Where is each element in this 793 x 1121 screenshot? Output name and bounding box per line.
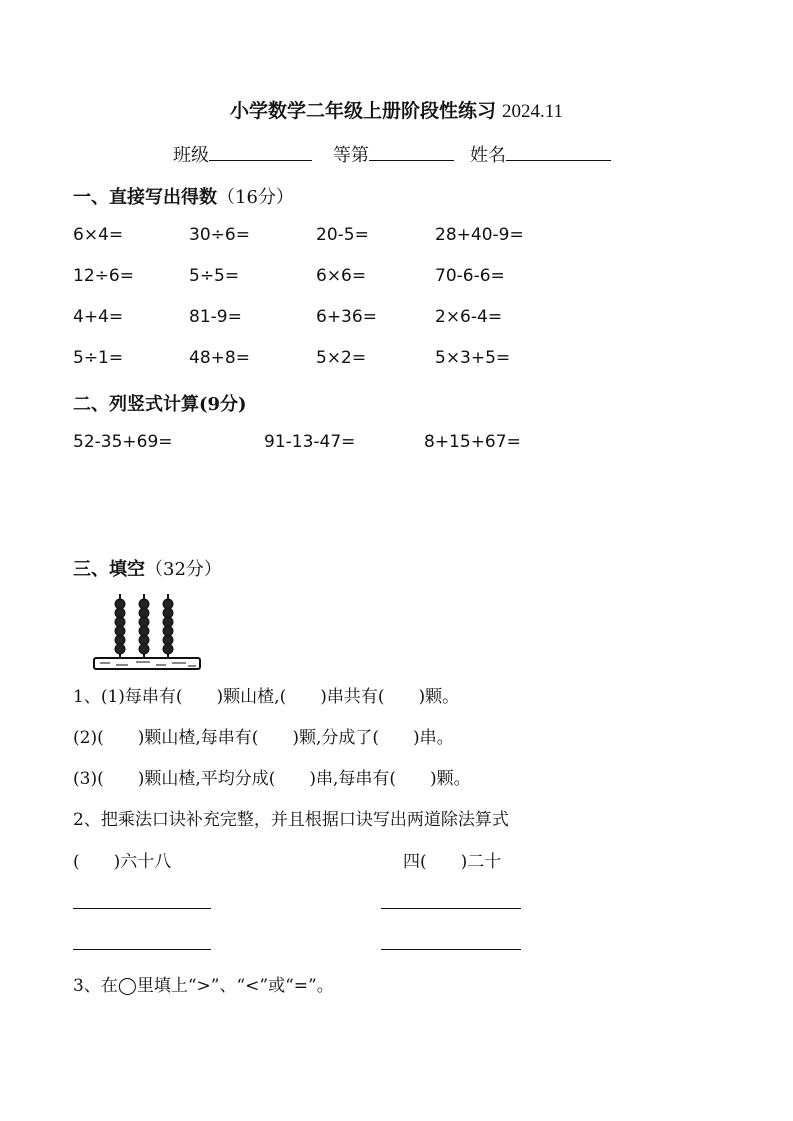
calc-item: 6+36= <box>316 307 377 327</box>
grade-label: 等第 <box>333 145 369 166</box>
calc-item: 2×6-4= <box>435 307 503 327</box>
fill-q1-part2: (2)( )颗山楂,每串有( )颗,分成了( )串。 <box>73 728 454 748</box>
hawthorn-skewers-image <box>92 592 204 672</box>
calc-item: 5×3+5= <box>435 348 511 368</box>
calc-item: 5×2= <box>316 348 367 368</box>
calc-item: 70-6-6= <box>435 266 505 286</box>
calc-item: 28+40-9= <box>435 225 524 245</box>
calc-item: 5÷1= <box>73 348 124 368</box>
calc-item: 81-9= <box>189 307 242 327</box>
answer-line[interactable] <box>381 908 521 909</box>
calc-item: 6×6= <box>316 266 367 286</box>
grade-blank[interactable] <box>369 142 454 161</box>
multiplication-rhyme-left: ( )六十八 <box>73 852 172 872</box>
fill-q1-part1: 1、(1)每串有( )颗山楂,( )串共有( )颗。 <box>73 687 460 707</box>
fill-q1-part3: (3)( )颗山楂,平均分成( )串,每串有( )颗。 <box>73 769 471 789</box>
calc-item: 5÷5= <box>189 266 240 286</box>
answer-line[interactable] <box>381 949 521 950</box>
multiplication-rhyme-right: 四( )二十 <box>403 852 502 872</box>
name-field[interactable] <box>470 141 621 167</box>
vertical-calc-item: 52-35+69= <box>73 432 173 452</box>
section1-points: （16分） <box>217 187 294 208</box>
section1-title: 一、直接写出得数 <box>73 187 217 208</box>
vertical-calc-item: 91-13-47= <box>264 432 356 452</box>
answer-line[interactable] <box>73 949 211 950</box>
answer-line[interactable] <box>73 908 211 909</box>
vertical-calc-item: 8+15+67= <box>424 432 521 452</box>
calc-item: 12÷6= <box>73 266 134 286</box>
calc-item: 48+8= <box>189 348 250 368</box>
title-date: 2024.11 <box>501 101 564 122</box>
calc-item: 6×4= <box>73 225 124 245</box>
name-blank[interactable] <box>506 142 611 161</box>
class-field[interactable] <box>173 141 322 167</box>
title-text: 小学数学二年级上册阶段性练习 <box>229 100 496 122</box>
calc-item: 4+4= <box>73 307 124 327</box>
calc-item: 30÷6= <box>189 225 250 245</box>
fill-q2-text: 2、把乘法口诀补充完整，并且根据口诀写出两道除法算式 <box>73 810 509 830</box>
grade-field[interactable] <box>333 141 464 167</box>
class-label: 班级 <box>173 145 209 166</box>
class-blank[interactable] <box>209 142 312 161</box>
section3-title: 三、填空 <box>73 559 145 580</box>
fill-q3-text: 3、在◯里填上“>”、“<”或“=”。 <box>73 976 334 996</box>
section3-points: （32分） <box>145 559 222 580</box>
page-title <box>0 96 793 123</box>
section3-heading <box>73 555 222 581</box>
name-label: 姓名 <box>470 145 506 166</box>
section2-heading: 二、列竖式计算(9分) <box>73 394 247 415</box>
section1-heading <box>73 183 294 209</box>
calc-item: 20-5= <box>316 225 369 245</box>
